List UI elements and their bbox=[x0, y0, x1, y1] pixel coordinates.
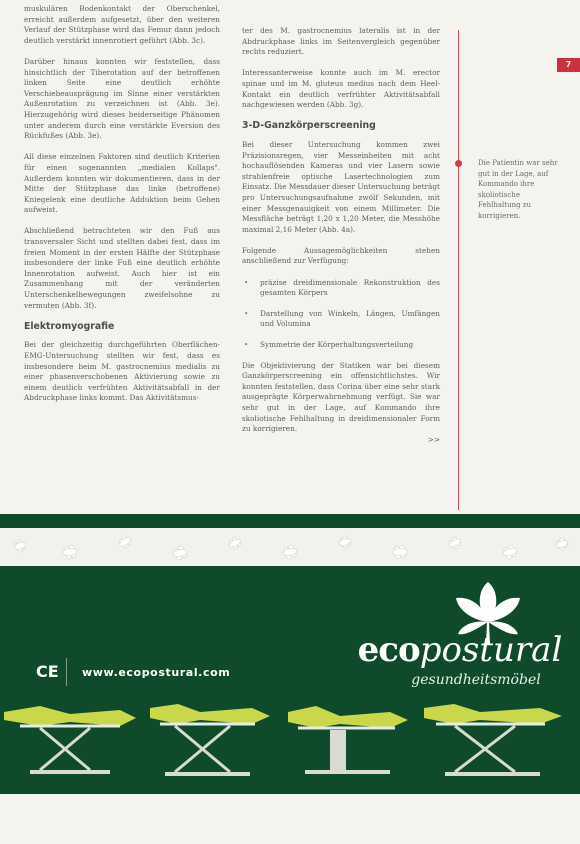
page-margin bbox=[0, 794, 580, 844]
right-column bbox=[242, 26, 440, 446]
list-item: • Darstellung von Winkeln, Längen, Umfängen und Volumina bbox=[242, 309, 440, 330]
list-item: • präzise dreidimensionale Rekonstruktion des gesamten Körpers bbox=[242, 278, 440, 299]
paragraph: All diese einzelnen Faktoren sind deutlich Kriterien für einen sogenannten „medialen Kollaps". Außerdem konnten wir dokumentieren, dass in der Mitte der Stützphase das linke (betroffene) Kniegelenk eine deutliche Adduktion beim Gehen aufweist. bbox=[24, 152, 220, 215]
brand-tagline: gesundheitsmöbel bbox=[411, 672, 541, 688]
page-number-tab: 7 bbox=[557, 58, 580, 72]
pull-quote: Die Patientin war sehr gut in der Lage, auf Kommando ihre skoliotische Fehlhaltung zu korrigieren. bbox=[478, 159, 558, 220]
sidenote-bullet-icon bbox=[455, 160, 462, 167]
treatment-bed bbox=[288, 706, 408, 772]
left-column bbox=[24, 4, 220, 415]
paragraph: Darüber hinaus konnten wir feststellen, dass hinsichtlich der Tiberotation auf der betroffenen linken Seite eine deutlich erhöhte Verschiebeausprägung im Sinne einer verstärkten Außenrotation zu verzeichnen ist (Abb. 3e). Hierzugehörig wird dieses beiderseitige Phänomen unter anderem durch eine verstärkte Eversion des Rückfußes (Abb. 3e). bbox=[24, 56, 220, 141]
paragraph: Die Objektivierung der Statiken war bei diesem Ganzkörperscreening ein offensichtlichstes. Wir konnten feststellen, dass Corina über eine sehr stark ausgeprägte Körperwahrnehmung verfügt. Sie war sehr gut in der Lage, auf Kommando ihre skoliotische Fehlhaltung in dreidimensionaler Form zu korrigieren. bbox=[242, 360, 440, 434]
list-item: • Symmetrie der Körperhaltungsverteilung bbox=[242, 340, 440, 351]
continue-marker: >> bbox=[427, 435, 440, 445]
treatment-bed bbox=[150, 704, 270, 774]
brand-wordmark bbox=[355, 630, 565, 670]
website-link[interactable]: www.ecopostural.com bbox=[82, 666, 231, 679]
paragraph: Bei der gleichzeitig durchgeführten Oberflächen-EMG-Untersuchung stellten wir fest, dass es insbesondere beim M. gastrocnemius medialis zu einer phasenverschobenen Aktivierung sowie zu einem deutlich verfrühten Aktivitätsabfall in der Abdruckphase links kommt. Das Aktivitätsmus- bbox=[24, 340, 220, 403]
brand-wordmark-italic: postural bbox=[419, 630, 563, 670]
paragraph: muskulären Bodenkontakt der Oberschenkel, erreicht außerdem aufgesetzt, über den weiteren Verlauf der Stützphase wird das Femur dann jedoch deutlich verstärkt innenrotiert geführt (Abb. 3c). bbox=[24, 4, 220, 45]
treatment-bed bbox=[4, 706, 136, 772]
brand-wordmark-bold: eco bbox=[357, 630, 420, 670]
paragraph: ter des M. gastrocnemius lateralis ist in der Abdruckphase links im Seitenvergleich gegenüber rechts reduziert. bbox=[242, 26, 440, 57]
margin-rule bbox=[458, 30, 459, 510]
paragraph: Interessanterweise konnte auch im M. erector spinae und im M. gluteus medius nach dem Heel-Kontakt ein deutlich verfrühter Aktivitätsabfall nachgewiesen werden (Abb. 3g). bbox=[242, 68, 440, 110]
treatment-bed bbox=[424, 704, 562, 774]
flower-pattern-strip bbox=[0, 528, 580, 566]
section-heading: Elektromyografie bbox=[24, 320, 115, 332]
bullet-list bbox=[242, 278, 440, 351]
paragraph: Folgende Aussagemöglichkeiten stehen anschließend zur Verfügung: bbox=[242, 245, 440, 266]
paragraph: Bei dieser Untersuchung kommen zwei Präzisionsregen, vier Messeinheiten mit acht hochauflösenden Kameras und vier Lasern sowie strahlenfreie optische Lasertechnologien zum Einsatz. Die Messdauer dieser Untersuchung beträgt pro Untersuchungsaufnahme zwölf Sekunden, mit einer Messgenauigkeit von einem Millimeter. Die Messfläche beträgt 1,20 x 1,20 Meter, die Messhöhe maximal 2,16 Meter (Abb. 4a). bbox=[242, 139, 440, 234]
section-heading: 3-D-Ganzkörperscreening bbox=[242, 120, 376, 132]
ce-mark: CE bbox=[36, 662, 59, 681]
treatment-beds-image bbox=[0, 700, 580, 794]
divider bbox=[66, 658, 67, 686]
paragraph: Abschließend betrachteten wir den Fuß aus transversaler Sicht und stellten dabei fest, dass im freien Moment in der ersten Hälfte der Stützphase insbesondere der linke Fuß eine deutlich erhöhte Innenrotation aufweist. Auch hier ist ein Zusammenhang mit der veränderten Unterschenkelbewegungen zweifelsohne zu vermuten (Abb. 3f). bbox=[24, 226, 220, 310]
advertisement[interactable] bbox=[0, 514, 580, 794]
flower-pattern-icon bbox=[0, 528, 580, 566]
